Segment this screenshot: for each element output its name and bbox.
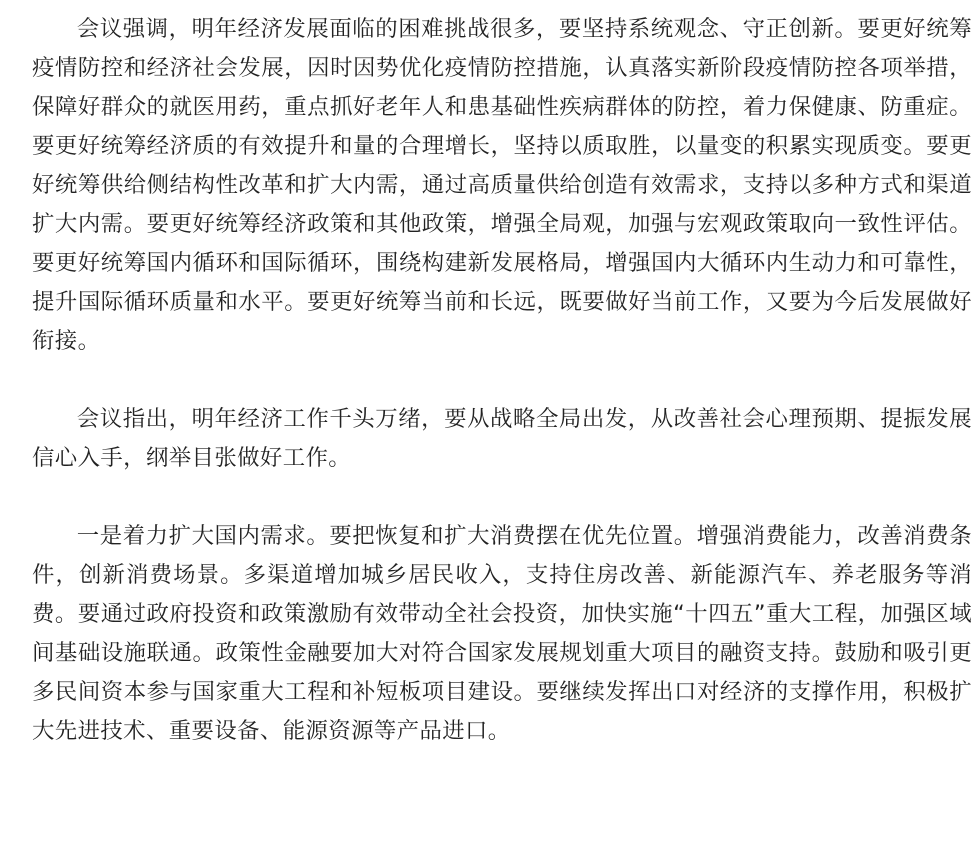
paragraph-economic-work: 会议指出，明年经济工作千头万绪，要从战略全局出发，从改善社会心理预期、提振发展信心入手，纲举目张做好工作。 — [32, 406, 972, 471]
paragraph-system-thinking: 会议强调，明年经济发展面临的困难挑战很多，要坚持系统观念、守正创新。要更好统筹疫情防控和经济社会发展，因时因势优化疫情防控措施，认真落实新阶段疫情防控各项举措，保障好群众的就医用药，重点抓好老年人和患基础性疾病群体的防控，着力保健康、防重症。要更好统筹经济质的有效提升和量的合理增长，坚持以质取胜，以量变的积累实现质变。要更好统筹供给侧结构性改革和扩大内需，通过高质量供给创造有效需求，支持以多种方式和渠道扩大内需。要更好统筹经济政策和其他政策，增强全局观，加强与宏观政策取向一致性评估。要更好统筹国内循环和国际循环，围绕构建新发展格局，增强国内大循环内生动力和可靠性，提升国际循环质量和水平。要更好统筹当前和长远，既要做好当前工作，又要为今后发展做好衔接。 — [32, 16, 972, 354]
paragraph-domestic-demand: 一是着力扩大国内需求。要把恢复和扩大消费摆在优先位置。增强消费能力，改善消费条件，创新消费场景。多渠道增加城乡居民收入，支持住房改善、新能源汽车、养老服务等消费。要通过政府投资和政策激励有效带动全社会投资，加快实施“十四五”重大工程，加强区域间基础设施联通。政策性金融要加大对符合国家发展规划重大项目的融资支持。鼓励和吸引更多民间资本参与国家重大工程和补短板项目建设。要继续发挥出口对经济的支撑作用，积极扩大先进技术、重要设备、能源资源等产品进口。 — [32, 523, 972, 744]
